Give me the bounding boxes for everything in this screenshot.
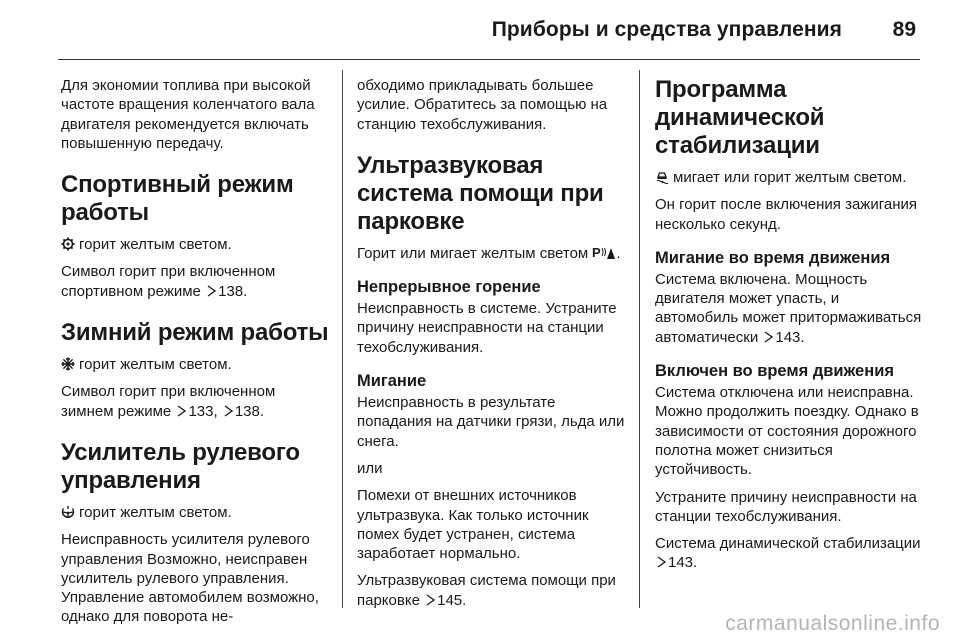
svg-text:P: P (592, 244, 602, 260)
watermark: carmanualsonline.info (725, 612, 940, 635)
sport-mode-heading: Спортивный режим работы (61, 171, 294, 227)
steady-light-text: Неисправность в системе. Устраните причину неисправности на станции техобслуживания. (357, 300, 617, 356)
steering-heading: Усилитель рулевого управления (61, 438, 300, 494)
header-divider (58, 59, 920, 60)
column-divider-1 (342, 70, 343, 608)
reference-arrow-icon (224, 405, 233, 417)
sport-mode-status: горит желтым светом. (79, 236, 232, 254)
esp-ref[interactable]: 143. (668, 554, 698, 572)
winter-mode-heading: Зимний режим работы (61, 319, 329, 347)
esp-status: мигает или горит желтым светом. (673, 169, 907, 186)
blinking-while-driving-ref[interactable]: 143. (775, 328, 805, 346)
parking-assist-ref[interactable]: 145. (437, 591, 467, 609)
reference-arrow-icon (177, 405, 186, 417)
parking-assist-heading: Ультразвуковая система помощи при парковке (357, 151, 604, 235)
parking-assist-line1: Горит или мигает желтым светом P . (357, 244, 621, 262)
sport-mode-line2 (61, 262, 329, 301)
blinking-text: Неисправность в результате попадания на датчики грязи, льда или снега. (357, 394, 625, 450)
intro-paragraph: Для экономии топлива при высокой частоте вращения коленчатого вала двигателя рекомендуется включать повышенную передачу. (61, 77, 315, 152)
winter-mode-ref-2[interactable]: 138. (234, 402, 265, 420)
page-number: 89 (892, 18, 916, 41)
parking-assist-reference (357, 571, 627, 610)
esp-ref-text: Система динамической стабилизации (655, 535, 921, 553)
column-divider-2 (639, 70, 640, 608)
sport-mode-ref[interactable]: 138. (218, 282, 248, 300)
or-text: или (357, 459, 383, 477)
esp-heading: Программа динамической стабилизации (655, 76, 825, 159)
sport-mode-icon (61, 237, 75, 251)
on-while-driving-text: Система отключена или неисправна. Можно продолжить поездку. Однако в зависимости от состояния дорожного полотна может снизиться устойчивость. (655, 384, 919, 479)
page-title: Приборы и средства управления (491, 18, 842, 41)
parking-assist-icon (592, 245, 616, 260)
sport-mode-line1 (61, 235, 329, 254)
steering-wheel-icon (61, 505, 75, 519)
reference-arrow-icon (207, 285, 216, 297)
reference-arrow-icon (426, 594, 435, 606)
winter-mode-ref-1[interactable]: 133, (188, 402, 218, 420)
steady-light-heading: Непрерывное горение (357, 278, 541, 297)
steering-line1 (61, 503, 329, 522)
column-3 (655, 76, 925, 581)
winter-mode-line2 (61, 382, 329, 421)
sport-mode-text: Символ горит при включенном спортивном режиме (61, 263, 276, 300)
steering-status: горит желтым светом. (79, 503, 232, 521)
blinking-while-driving-body: Система включена. Мощность двигателя может упасть, и автомобиль может притормаживаться автоматически (655, 270, 922, 346)
steering-line2: Неисправность усилителя рулевого управления Возможно, неисправен усилитель рулевого управления. Управление автомобилем возможно, однако для поворота не- (61, 531, 319, 626)
column-1 (61, 76, 329, 635)
esp-skid-icon (655, 170, 669, 184)
blinking-heading: Мигание (357, 372, 427, 391)
continued-paragraph: обходимо прикладывать большее усилие. Обратитесь за помощью на станцию техобслуживания. (357, 77, 608, 133)
snowflake-icon (61, 357, 75, 371)
winter-mode-line1 (61, 355, 329, 374)
blinking-while-driving-text (655, 270, 925, 347)
reference-arrow-icon (764, 331, 773, 343)
blinking-while-driving-heading: Мигание во время движения (655, 248, 891, 267)
fix-cause-text: Устраните причину неисправности на станции техобслуживания. (655, 488, 917, 525)
external-interference-text: Помехи от внешних источников ультразвука. Как только источник помех будет устранен, система заработает нормально. (357, 487, 589, 563)
column-2 (357, 76, 627, 618)
parking-assist-ref-text: Ультразвуковая система помощи при парковке (357, 572, 616, 609)
esp-line1 (655, 168, 925, 187)
page-header (0, 0, 960, 60)
parking-assist-status: Горит или мигает желтым светом (357, 244, 589, 262)
reference-arrow-icon (657, 556, 666, 568)
esp-reference (655, 534, 925, 573)
esp-line2: Он горит после включения зажигания несколько секунд. (655, 196, 917, 233)
winter-mode-text: Символ горит при включенном зимнем режиме (61, 383, 276, 420)
on-while-driving-heading: Включен во время движения (655, 362, 894, 381)
winter-mode-status: горит желтым светом. (79, 356, 232, 374)
